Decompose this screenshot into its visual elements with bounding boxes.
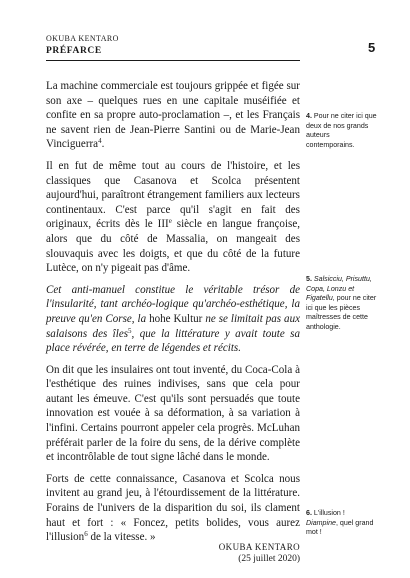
body-text xyxy=(46,79,300,552)
paragraph-1-text: La machine commerciale est toujours grippée et figée sur son axe – quelques rues en une capitale muséifiée et confite en sa propre auto-proclamation –, et les Français ne savent rien de Jean-Pierre Santini ou de Marie-Jean Vinciguerra xyxy=(46,80,300,151)
footnote-ref-6: 6 xyxy=(84,530,88,539)
footnote-6 xyxy=(306,509,378,538)
running-head-section: PRÉFARCE xyxy=(46,46,102,56)
page-number: 5 xyxy=(368,40,376,55)
signature-date: (25 juillet 2020) xyxy=(238,554,300,564)
signature-name: OKUBA KENTARO xyxy=(218,542,300,552)
paragraph-3-text-a: Cet anti-manuel constitue le véritable trésor de l'insularité, tant archéo-logique qu'archéo-esthétique, la preuve qu'en Corse, la xyxy=(46,283,300,325)
footnote-4 xyxy=(306,112,378,150)
paragraph-5 xyxy=(46,472,300,545)
paragraph-3-roman: hohe Kultur xyxy=(149,312,203,325)
century-superscript: e xyxy=(168,217,172,226)
signature xyxy=(46,541,300,565)
footnote-ref-5: 5 xyxy=(128,326,132,335)
paragraph-3-text-c: , que la littérature y avait toute sa place révérée, en terre de légendes et récits. xyxy=(46,327,301,355)
paragraph-3 xyxy=(46,283,300,356)
paragraph-5-text-a: Forts de cette connaissance, Casanova et Scolca nous invitent au grand jeu, à l'étourdissement de la littérature. Forains de l'univers de la disparition du soi, ils clament haut et fort : « Foncez, petits bolides, vous aurez l'illusion xyxy=(46,472,300,544)
footnote-5-number: 5. xyxy=(306,275,312,283)
footnote-6-end: , quel grand mot ! xyxy=(306,518,374,537)
footnote-ref-4: 4 xyxy=(98,137,102,146)
footnote-4-text: Pour ne citer ici que deux de nos grands auteurs contemporains. xyxy=(306,112,377,149)
running-head-author: OKUBA KENTARO xyxy=(46,34,119,43)
paragraph-5-text-b: de la vitesse. » xyxy=(87,531,156,544)
footnote-6-text: L'illusion ! xyxy=(311,509,345,517)
footnote-4-number: 4. xyxy=(306,112,312,120)
paragraph-4: On dit que les insulaires ont tout inventé, du Coca-Cola à l'esthétique des ruines indivises, sans que cela pour autant les émeuve. C'est qu'ils sont persuadés que toute innovation est vouée à sa déformation, à sa variation à l'infini. Certains pourront appeler cela progrès. McLuhan préférait parler de la foire du sens, de la dérive complète et incontrôlable de tout signe lâché dans le monde. xyxy=(46,363,300,464)
footnote-5-items: Salsicciu, Prisuttu, Copa, Lonzu et Figatellu, xyxy=(306,275,372,303)
paragraph-1-end: . xyxy=(101,138,105,151)
paragraph-2-text-a: Il en fut de même tout au cours de l'histoire, et les classiques que Casanova et Scolca présentent aujourd'hui, paraîtront étrangement familiers aux lecteurs continentaux. C'est parce qu'il s'agit en fait des originaux, écrits dès le III xyxy=(46,159,300,231)
footnote-5-text: pour ne citer ici que les pièces maîtresses de cette anthologie. xyxy=(306,294,377,331)
paragraph-1 xyxy=(46,79,300,152)
paragraph-2-text-b: siècle en langue françoise, alors que du côté de Massalia, on mangeait des slouvaquis avec les doigts, et que du côté de la future Lutèce, on n'y pigeait pas d'âme. xyxy=(46,218,300,275)
paragraph-2 xyxy=(46,159,300,276)
running-head xyxy=(46,34,300,61)
footnote-5 xyxy=(306,275,378,333)
paragraph-3-text-b: ne se limitait pas aux salaisons des îles xyxy=(46,312,301,340)
footnote-6-italic: Diampine xyxy=(306,518,336,527)
footnote-6-number: 6. xyxy=(306,509,312,517)
